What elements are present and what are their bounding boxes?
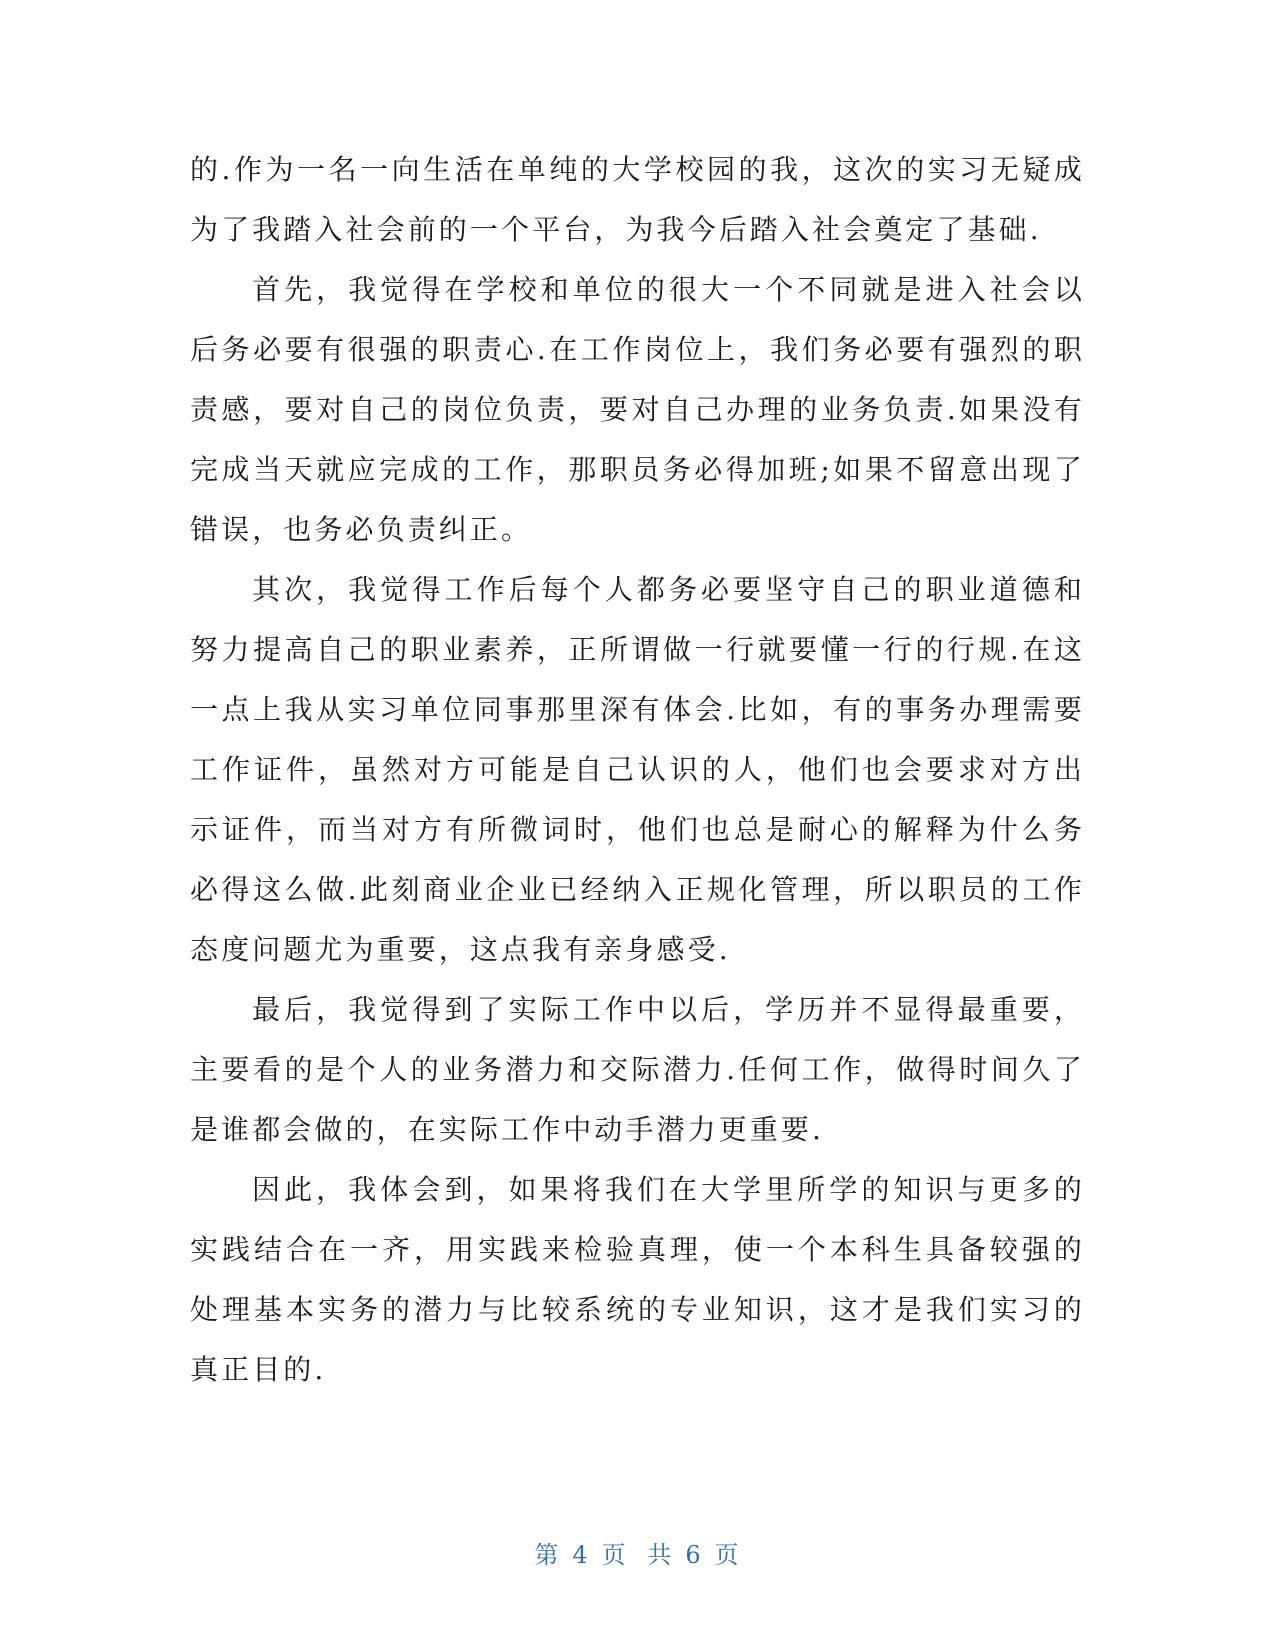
paragraph-responsibility: 首先，我觉得在学校和单位的很大一个不同就是进入社会以后务必要有很强的职责心.在工作岗位上，我们务必要有强烈的职责感，要对自己的岗位负责，要对自己办理的业务负责.如果没有完成当天就应完成的工作，那职员务必得加班;如果不留意出现了错误，也务必负责纠正。 (190, 273, 1085, 546)
paragraph-ability: 最后，我觉得到了实际工作中以后，学历并不显得最重要，主要看的是个人的业务潜力和交际潜力.任何工作，做得时间久了是谁都会做的，在实际工作中动手潜力更重要. (190, 993, 1085, 1146)
paragraph-conclusion: 因此，我体会到，如果将我们在大学里所学的知识与更多的实践结合在一齐，用实践来检验真理，使一个本科生具备较强的处理基本实务的潜力与比较系统的专业知识，这才是我们实习的真正目的. (190, 1173, 1085, 1386)
page-footer (0, 1535, 1275, 1575)
footer-prefix: 第 (534, 1541, 561, 1569)
footer-middle: 页 共 (601, 1541, 674, 1569)
footer-total-pages: 6 (685, 1541, 703, 1569)
paragraph-professional-ethics: 其次，我觉得工作后每个人都务必要坚守自己的职业道德和努力提高自己的职业素养，正所谓做一行就要懂一行的行规.在这一点上我从实习单位同事那里深有体会.比如，有的事务办理需要工作证件，虽然对方可能是自己认识的人，他们也会要求对方出示证件，而当对方有所微词时，他们也总是耐心的解释为什么务必得这么做.此刻商业企业已经纳入正规化管理，所以职员的工作态度问题尤为重要，这点我有亲身感受. (190, 573, 1085, 966)
footer-suffix: 页 (714, 1541, 741, 1569)
paragraph-continuation: 的.作为一名一向生活在单纯的大学校园的我，这次的实习无疑成为了我踏入社会前的一个平台，为我今后踏入社会奠定了基础. (190, 153, 1085, 246)
footer-current-page: 4 (572, 1541, 590, 1569)
document-body (190, 140, 1085, 1400)
